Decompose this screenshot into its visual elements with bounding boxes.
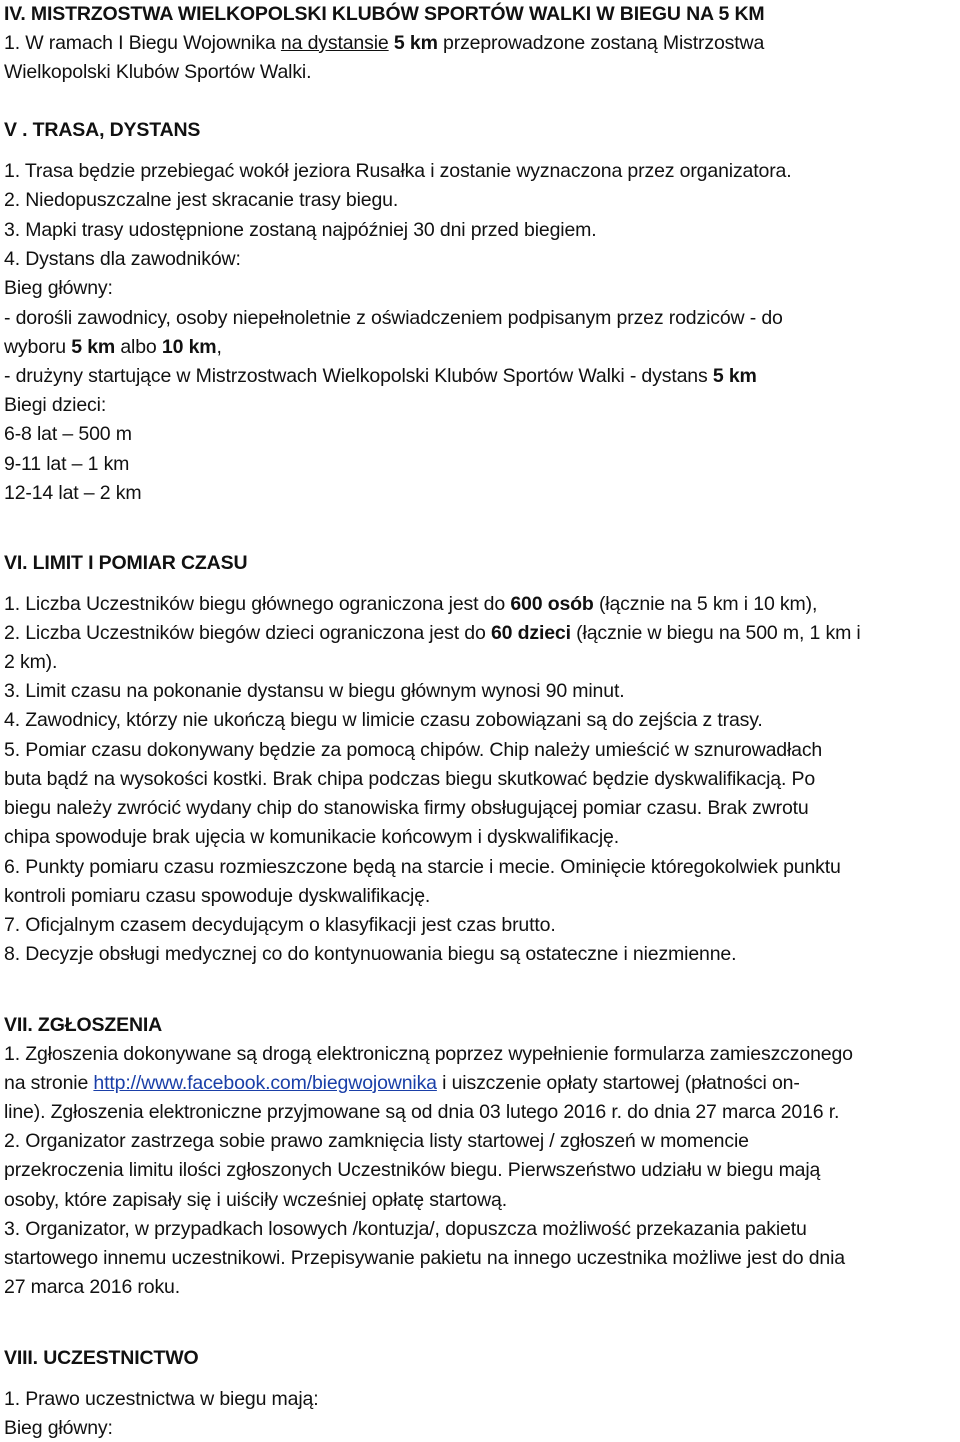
s6-item-1: 1. Liczba Uczestników biegu głównego ograniczona jest do 600 osób (łącznie na 5 km i 10 km), [4,593,818,615]
s5-kids-3: 12-14 lat – 2 km [4,482,142,504]
s5-adults-line-1: - dorośli zawodnicy, osoby niepełnoletnie z oświadczeniem podpisanym przez rodziców - do [4,307,783,329]
section-6-heading: VI. LIMIT I POMIAR CZASU [4,552,248,574]
s5-kids-2: 9-11 lat – 1 km [4,453,130,475]
facebook-link[interactable]: http://www.facebook.com/biegwojownika [93,1072,437,1094]
s7-item-3-line-1: 3. Organizator, w przypadkach losowych /kontuzja/, dopuszcza możliwość przekazania pakietu [4,1218,807,1240]
s5-item-1: 1. Trasa będzie przebiegać wokół jeziora Rusałka i zostanie wyznaczona przez organizatora. [4,160,792,182]
s5-adults-line-2: wyboru 5 km albo 10 km, [4,336,222,358]
s7-item-3-line-2: startowego innemu uczestnikowi. Przepisywanie pakietu na innego uczestnika możliwe jest do dnia [4,1247,845,1269]
s5-kids-1: 6-8 lat – 500 m [4,423,132,445]
section-8-heading: VIII. UCZESTNICTWO [4,1347,199,1369]
s4-paragraph-1: 1. W ramach I Biegu Wojownika na dystansie 5 km przeprowadzone zostaną Mistrzostwa [4,32,765,54]
s5-main-run-label: Bieg główny: [4,277,113,299]
s8-item-1: 1. Prawo uczestnictwa w biegu mają: [4,1388,319,1410]
s6-item-6-line-2: kontroli pomiaru czasu spowoduje dyskwalifikację. [4,885,431,907]
s7-item-1-line-1: 1. Zgłoszenia dokonywane są drogą elektroniczną poprzez wypełnienie formularza zamieszczonego [4,1043,853,1065]
s6-item-6-line-1: 6. Punkty pomiaru czasu rozmieszczone będą na starcie i mecie. Ominięcie któregokolwiek punktu [4,856,841,878]
s7-item-2-line-3: osoby, które zapisały się i uiściły wcześniej opłatę startową. [4,1189,507,1211]
s5-item-2: 2. Niedopuszczalne jest skracanie trasy biegu. [4,189,399,211]
section-7-heading: VII. ZGŁOSZENIA [4,1014,163,1036]
s5-teams-line: - drużyny startujące w Mistrzostwach Wielkopolski Klubów Sportów Walki - dystans 5 km [4,365,757,387]
s5-item-4: 4. Dystans dla zawodników: [4,248,241,270]
s4-paragraph-1-cont: Wielkopolski Klubów Sportów Walki. [4,61,312,83]
s5-item-3: 3. Mapki trasy udostępnione zostaną najpóźniej 30 dni przed biegiem. [4,219,597,241]
s6-item-5-line-4: chipa spowoduje brak ujęcia w komunikacie końcowym i dyskwalifikację. [4,826,620,848]
s5-kids-label: Biegi dzieci: [4,394,107,416]
section-4-heading: IV. MISTRZOSTWA WIELKOPOLSKI KLUBÓW SPORTÓW WALKI W BIEGU NA 5 KM [4,3,765,25]
s6-item-2-cont: 2 km). [4,651,58,673]
s6-item-7: 7. Oficjalnym czasem decydującym o klasyfikacji jest czas brutto. [4,914,556,936]
s6-item-4: 4. Zawodnicy, którzy nie ukończą biegu w limicie czasu zobowiązani są do zejścia z trasy. [4,709,763,731]
s7-item-2-line-2: przekroczenia limitu ilości zgłoszonych Uczestników biegu. Pierwszeństwo udziału w biegu mają [4,1159,821,1181]
section-5-heading: V . TRASA, DYSTANS [4,119,201,141]
s6-item-5-line-2: buta bądź na wysokości kostki. Brak chipa podczas biegu skutkować będzie dyskwalifikacją. Po [4,768,816,790]
s6-item-5-line-3: biegu należy zwrócić wydany chip do stanowiska firmy obsługującej pomiar czasu. Brak zwrotu [4,797,809,819]
s6-item-8: 8. Decyzje obsługi medycznej co do kontynuowania biegu są ostateczne i niezmienne. [4,943,737,965]
s8-main-run-label: Bieg główny: [4,1417,113,1439]
s6-item-3: 3. Limit czasu na pokonanie dystansu w biegu głównym wynosi 90 minut. [4,680,625,702]
s7-item-1-line-2: na stronie http://www.facebook.com/biegwojownika i uiszczenie opłaty startowej (płatności on- [4,1072,800,1094]
s7-item-2-line-1: 2. Organizator zastrzega sobie prawo zamknięcia listy startowej / zgłoszeń w momencie [4,1130,749,1152]
s6-item-2: 2. Liczba Uczestników biegów dzieci ograniczona jest do 60 dzieci (łącznie w biegu na 500 m, 1 km i [4,622,861,644]
s7-item-3-line-3: 27 marca 2016 roku. [4,1276,181,1298]
s6-item-5-line-1: 5. Pomiar czasu dokonywany będzie za pomocą chipów. Chip należy umieścić w sznurowadłach [4,739,823,761]
s7-item-1-line-3: line). Zgłoszenia elektroniczne przyjmowane są od dnia 03 lutego 2016 r. do dnia 27 marca 2016 r. [4,1101,840,1123]
